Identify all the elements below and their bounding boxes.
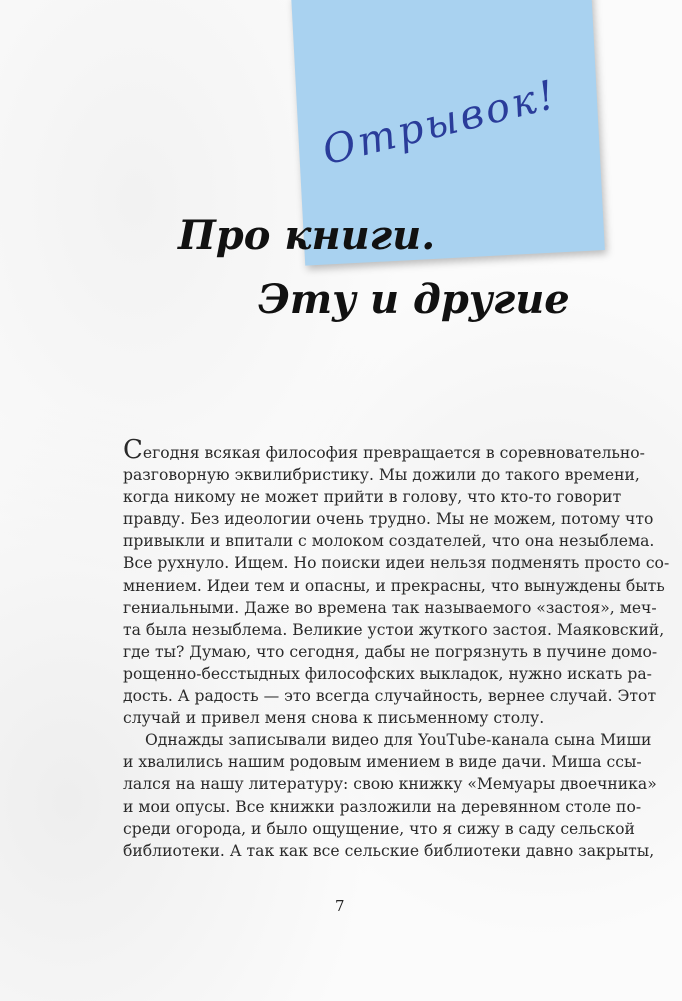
drop-cap: С	[123, 435, 143, 465]
text-line: рощенно-бесстыдных философских выкладок, нужно искать ра-	[123, 664, 652, 683]
text-line: разговорную эквилибристику. Мы дожили до такого времени,	[123, 466, 640, 485]
text-line: лался на нашу литературу: свою книжку «Мемуары двоечника»	[123, 775, 657, 794]
text-line: мнением. Идеи тем и опасны, и прекрасны, что вынуждены быть	[123, 576, 665, 595]
text-line: дость. А радость — это всегда случайность, вернее случай. Этот	[123, 687, 657, 706]
text-line: правду. Без идеологии очень трудно. Мы не можем, потому что	[123, 510, 654, 529]
text-line: та была незыблема. Великие устои жуткого застоя. Маяковский,	[123, 620, 665, 639]
text-line: где ты? Думаю, что сегодня, дабы не погрязнуть в пучине домо-	[123, 642, 658, 661]
chapter-title-line1: Про книги.	[178, 212, 436, 259]
page-number: 7	[335, 897, 345, 915]
text-line: привыкли и впитали с молоком создателей, что она незыблема.	[123, 532, 655, 551]
chapter-title-line2: Эту и другие	[258, 276, 570, 323]
text-line: и хвалились нашим родовым имением в виде дачи. Миша ссы-	[123, 753, 642, 772]
text-line: среди огорода, и было ощущение, что я сижу в саду сельской	[123, 819, 635, 838]
sticky-note-text: Отрывок!	[318, 71, 563, 175]
text-line: Сегодня всякая философия превращается в соревновательно-	[123, 435, 645, 465]
text-line: Однажды записывали видео для YouTube-канала сына Миши	[145, 731, 652, 750]
text-line: Все рухнуло. Ищем. Но поиски идеи нельзя подменять просто со-	[123, 554, 670, 573]
text-line: библиотеки. А так как все сельские библиотеки давно закрыты,	[123, 841, 655, 860]
text-line: когда никому не может прийти в голову, что кто-то говорит	[123, 488, 622, 507]
text-line: и мои опусы. Все книжки разложили на деревянном столе по-	[123, 797, 642, 816]
text-line: гениальными. Даже во времена так называемого «застоя», меч-	[123, 598, 657, 617]
body-text	[123, 435, 670, 862]
text-line: случай и привел меня снова к письменному столу.	[123, 709, 545, 728]
